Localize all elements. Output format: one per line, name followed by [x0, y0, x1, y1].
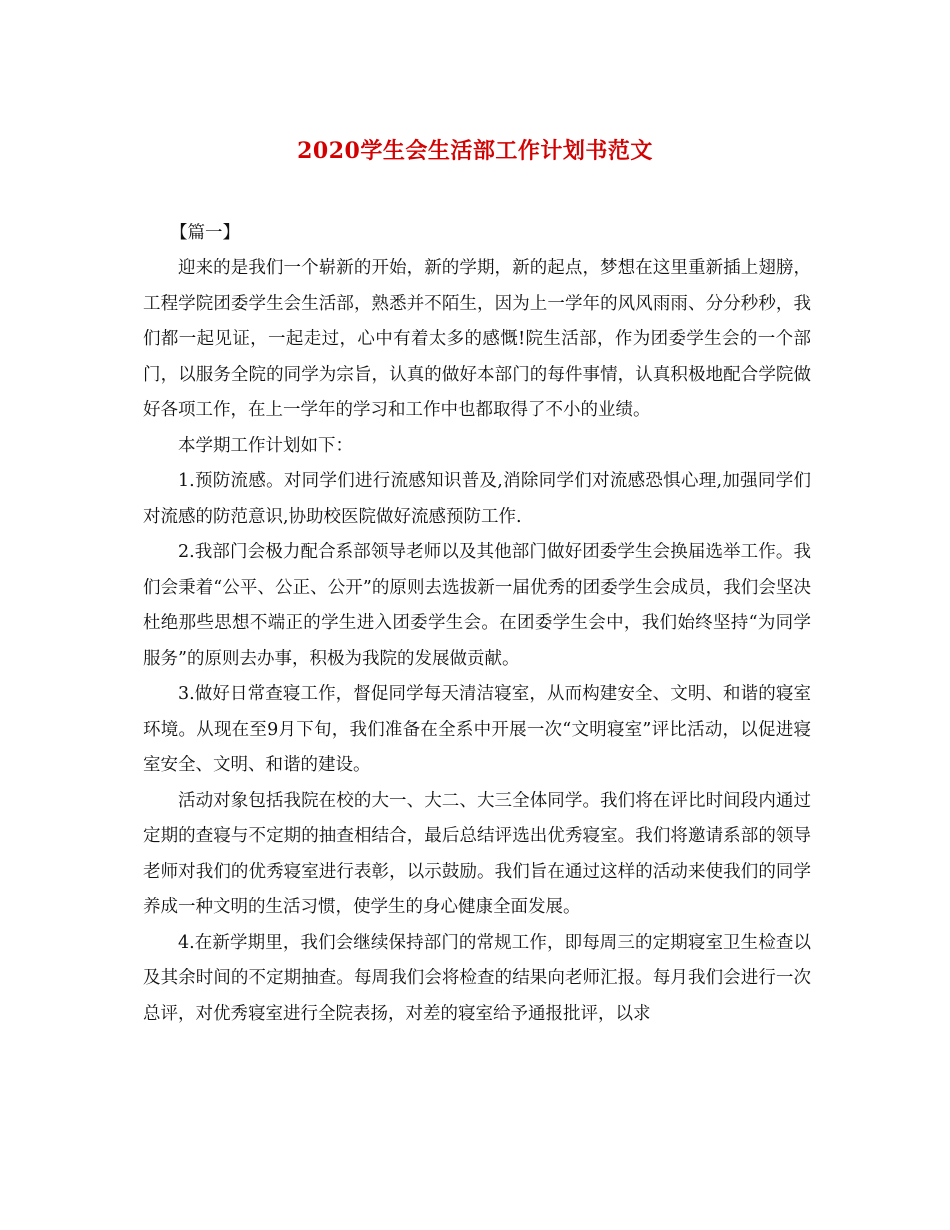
section-label: 【篇一】: [170, 223, 240, 243]
paragraph-item-4: 4.在新学期里，我们会继续保持部门的常规工作，即每周三的定期寝室卫生检查以及其余时间的不定期抽查。每周我们会将检查的结果向老师汇报。每月我们会进行一次总评，对优秀寝室进行全院表扬，对差的寝室给予通报批评，以求: [143, 932, 811, 1024]
paragraph-intro: 迎来的是我们一个崭新的开始，新的学期，新的起点，梦想在这里重新插上翅膀，工程学院团委学生会生活部，熟悉并不陌生，因为上一学年的风风雨雨、分分秒秒，我们都一起见证，一起走过，心中有着太多的感慨!院生活部，作为团委学生会的一个部门，以服务全院的同学为宗旨，认真的做好本部门的每件事情，认真积极地配合学院做好各项工作，在上一学年的学习和工作中也都取得了不小的业绩。: [143, 258, 811, 420]
paragraph-item-1: 1.预防流感。对同学们进行流感知识普及,消除同学们对流感恐惧心理,加强同学们对流感的防范意识,协助校医院做好流感预防工作.: [143, 471, 811, 527]
document-title: 2020学生会生活部工作计划书范文: [297, 138, 653, 164]
paragraph-item-2: 2.我部门会极力配合系部领导老师以及其他部门做好团委学生会换届选举工作。我们会秉着“公平、公正、公开”的原则去选拔新一届优秀的团委学生会成员，我们会坚决杜绝那些思想不端正的学生进入团委学生会。在团委学生会中，我们始终坚持“为同学服务”的原则去办事，积极为我院的发展做贡献。: [143, 542, 811, 669]
document-body: [143, 251, 811, 1032]
paragraph-plan-heading: 本学期工作计划如下：: [178, 435, 353, 456]
paragraph-item-3: 3.做好日常查寝工作，督促同学每天清洁寝室，从而构建安全、文明、和谐的寝室环境。从现在至9月下旬，我们准备在全系中开展一次“文明寝室”评比活动，以促进寝室安全、文明、和谐的建设。: [143, 684, 811, 775]
paragraph-activity: 活动对象包括我院在校的大一、大二、大三全体同学。我们将在评比时间段内通过定期的查寝与不定期的抽查相结合，最后总结评选出优秀寝室。我们将邀请系部的领导老师对我们的优秀寝室进行表彰，以示鼓励。我们旨在通过这样的活动来使我们的同学养成一种文明的生活习惯，使学生的身心健康全面发展。: [143, 790, 811, 917]
